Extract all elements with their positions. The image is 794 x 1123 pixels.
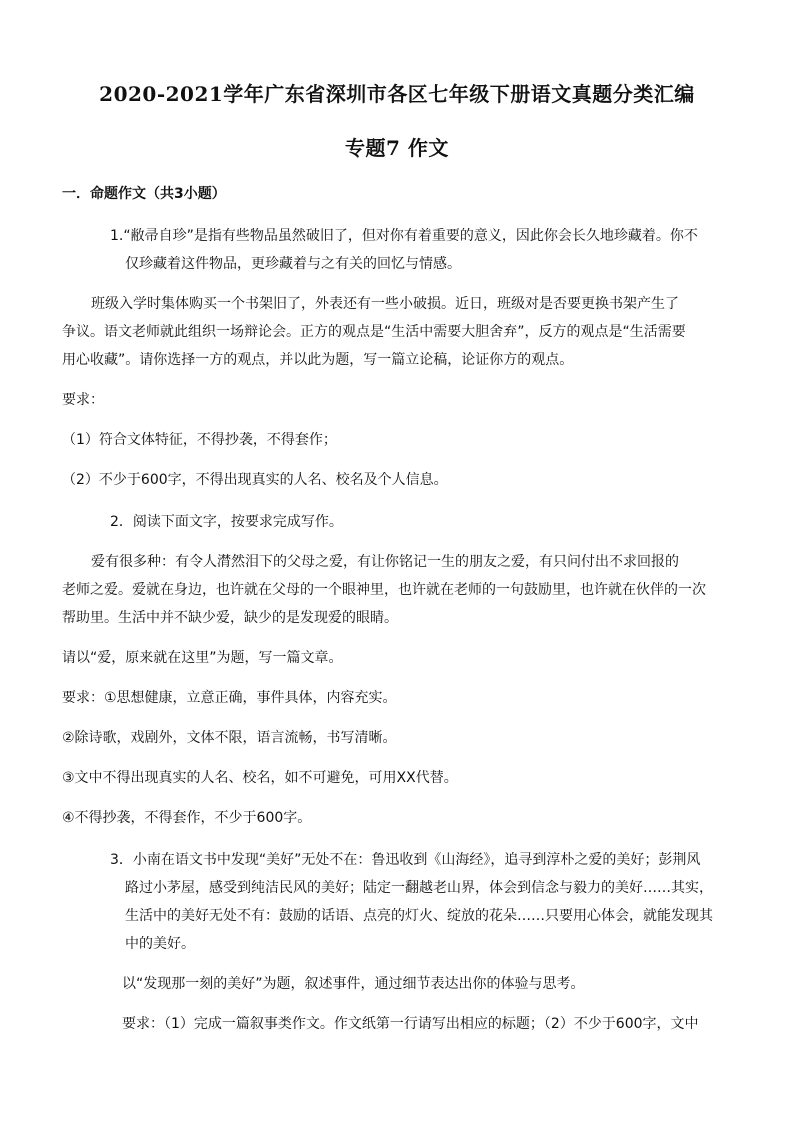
q2-paragraph-line-1: 爱有很多种：有令人潸然泪下的父母之爱，有让你铭记一生的朋友之爱，有只问付出不求回报的 [91,554,679,570]
q3-requirement: 要求：（1）完成一篇叙事类作文。作文纸第一行请写出相应的标题；（2）不少于600字，文中 [122,1016,699,1032]
q1-line-1: 1.“敝帚自珍”是指有些物品虽然破旧了，但对你有着重要的意义，因此你会长久地珍藏着。你不 [110,228,698,244]
q2-paragraph-line-3: 帮助里。生活中并不缺少爱，缺少的是发现爱的眼睛。 [62,610,398,626]
q1-paragraph-line-2: 争议。语文老师就此组织一场辩论会。正方的观点是“生活中需要大胆舍弃”，反方的观点是“生活需要 [62,324,686,340]
q1-paragraph-line-3: 用心收藏”。请你选择一方的观点，并以此为题，写一篇立论稿，论证你方的观点。 [62,352,574,368]
q2-requirement-2: ②除诗歌，戏剧外，文体不限，语言流畅，书写清晰。 [62,730,397,746]
q2-requirement-3: ③文中不得出现真实的人名、校名，如不可避免，可用XX代替。 [62,770,458,786]
q3-line-3: 生活中的美好无处不有：鼓励的话语、点亮的灯火、绽放的花朵……只要用心体会，就能发现其 [125,908,713,924]
q3-line-2: 路过小茅屋，感受到纯洁民风的美好；陆定一翻越老山界，体会到信念与毅力的美好……其实， [125,880,713,896]
q3-line-4: 中的美好。 [125,936,195,952]
q2-prompt: 请以“爱，原来就在这里”为题，写一篇文章。 [62,650,343,666]
document-title: 2020-2021学年广东省深圳市各区七年级下册语文真题分类汇编 [99,82,695,106]
q1-requirements-label: 要求： [62,392,104,408]
q1-paragraph-line-1: 班级入学时集体购买一个书架旧了，外表还有一些小破损。近日，班级对是否要更换书架产生了 [91,296,679,312]
q2-requirement-4: ④不得抄袭，不得套作，不少于600字。 [62,810,312,826]
q3-line-1: 3．小南在语文书中发现“美好”无处不在：鲁迅收到《山海经》，追寻到淳朴之爱的美好；彭荆风 [110,852,701,868]
q1-requirement-2: （2）不少于600字，不得出现真实的人名、校名及个人信息。 [62,472,448,488]
document-subtitle: 专题7 作文 [345,136,449,160]
q3-prompt: 以“发现那一刻的美好”为题，叙述事件，通过细节表达出你的体验与思考。 [122,976,585,992]
q1-requirement-1: （1）符合文体特征，不得抄袭，不得套作； [62,432,337,448]
q2-line-1: 2．阅读下面文字，按要求完成写作。 [110,514,343,530]
section-heading: 一．命题作文（共3小题） [62,186,226,202]
q2-requirement-1: 要求：①思想健康，立意正确，事件具体，内容充实。 [62,690,397,706]
q1-line-2: 仅珍藏着这件物品，更珍藏着与之有关的回忆与情感。 [125,256,461,272]
q2-paragraph-line-2: 老师之爱。爱就在身边，也许就在父母的一个眼神里，也许就在老师的一句鼓励里，也许就在伙伴的一次 [62,582,706,598]
